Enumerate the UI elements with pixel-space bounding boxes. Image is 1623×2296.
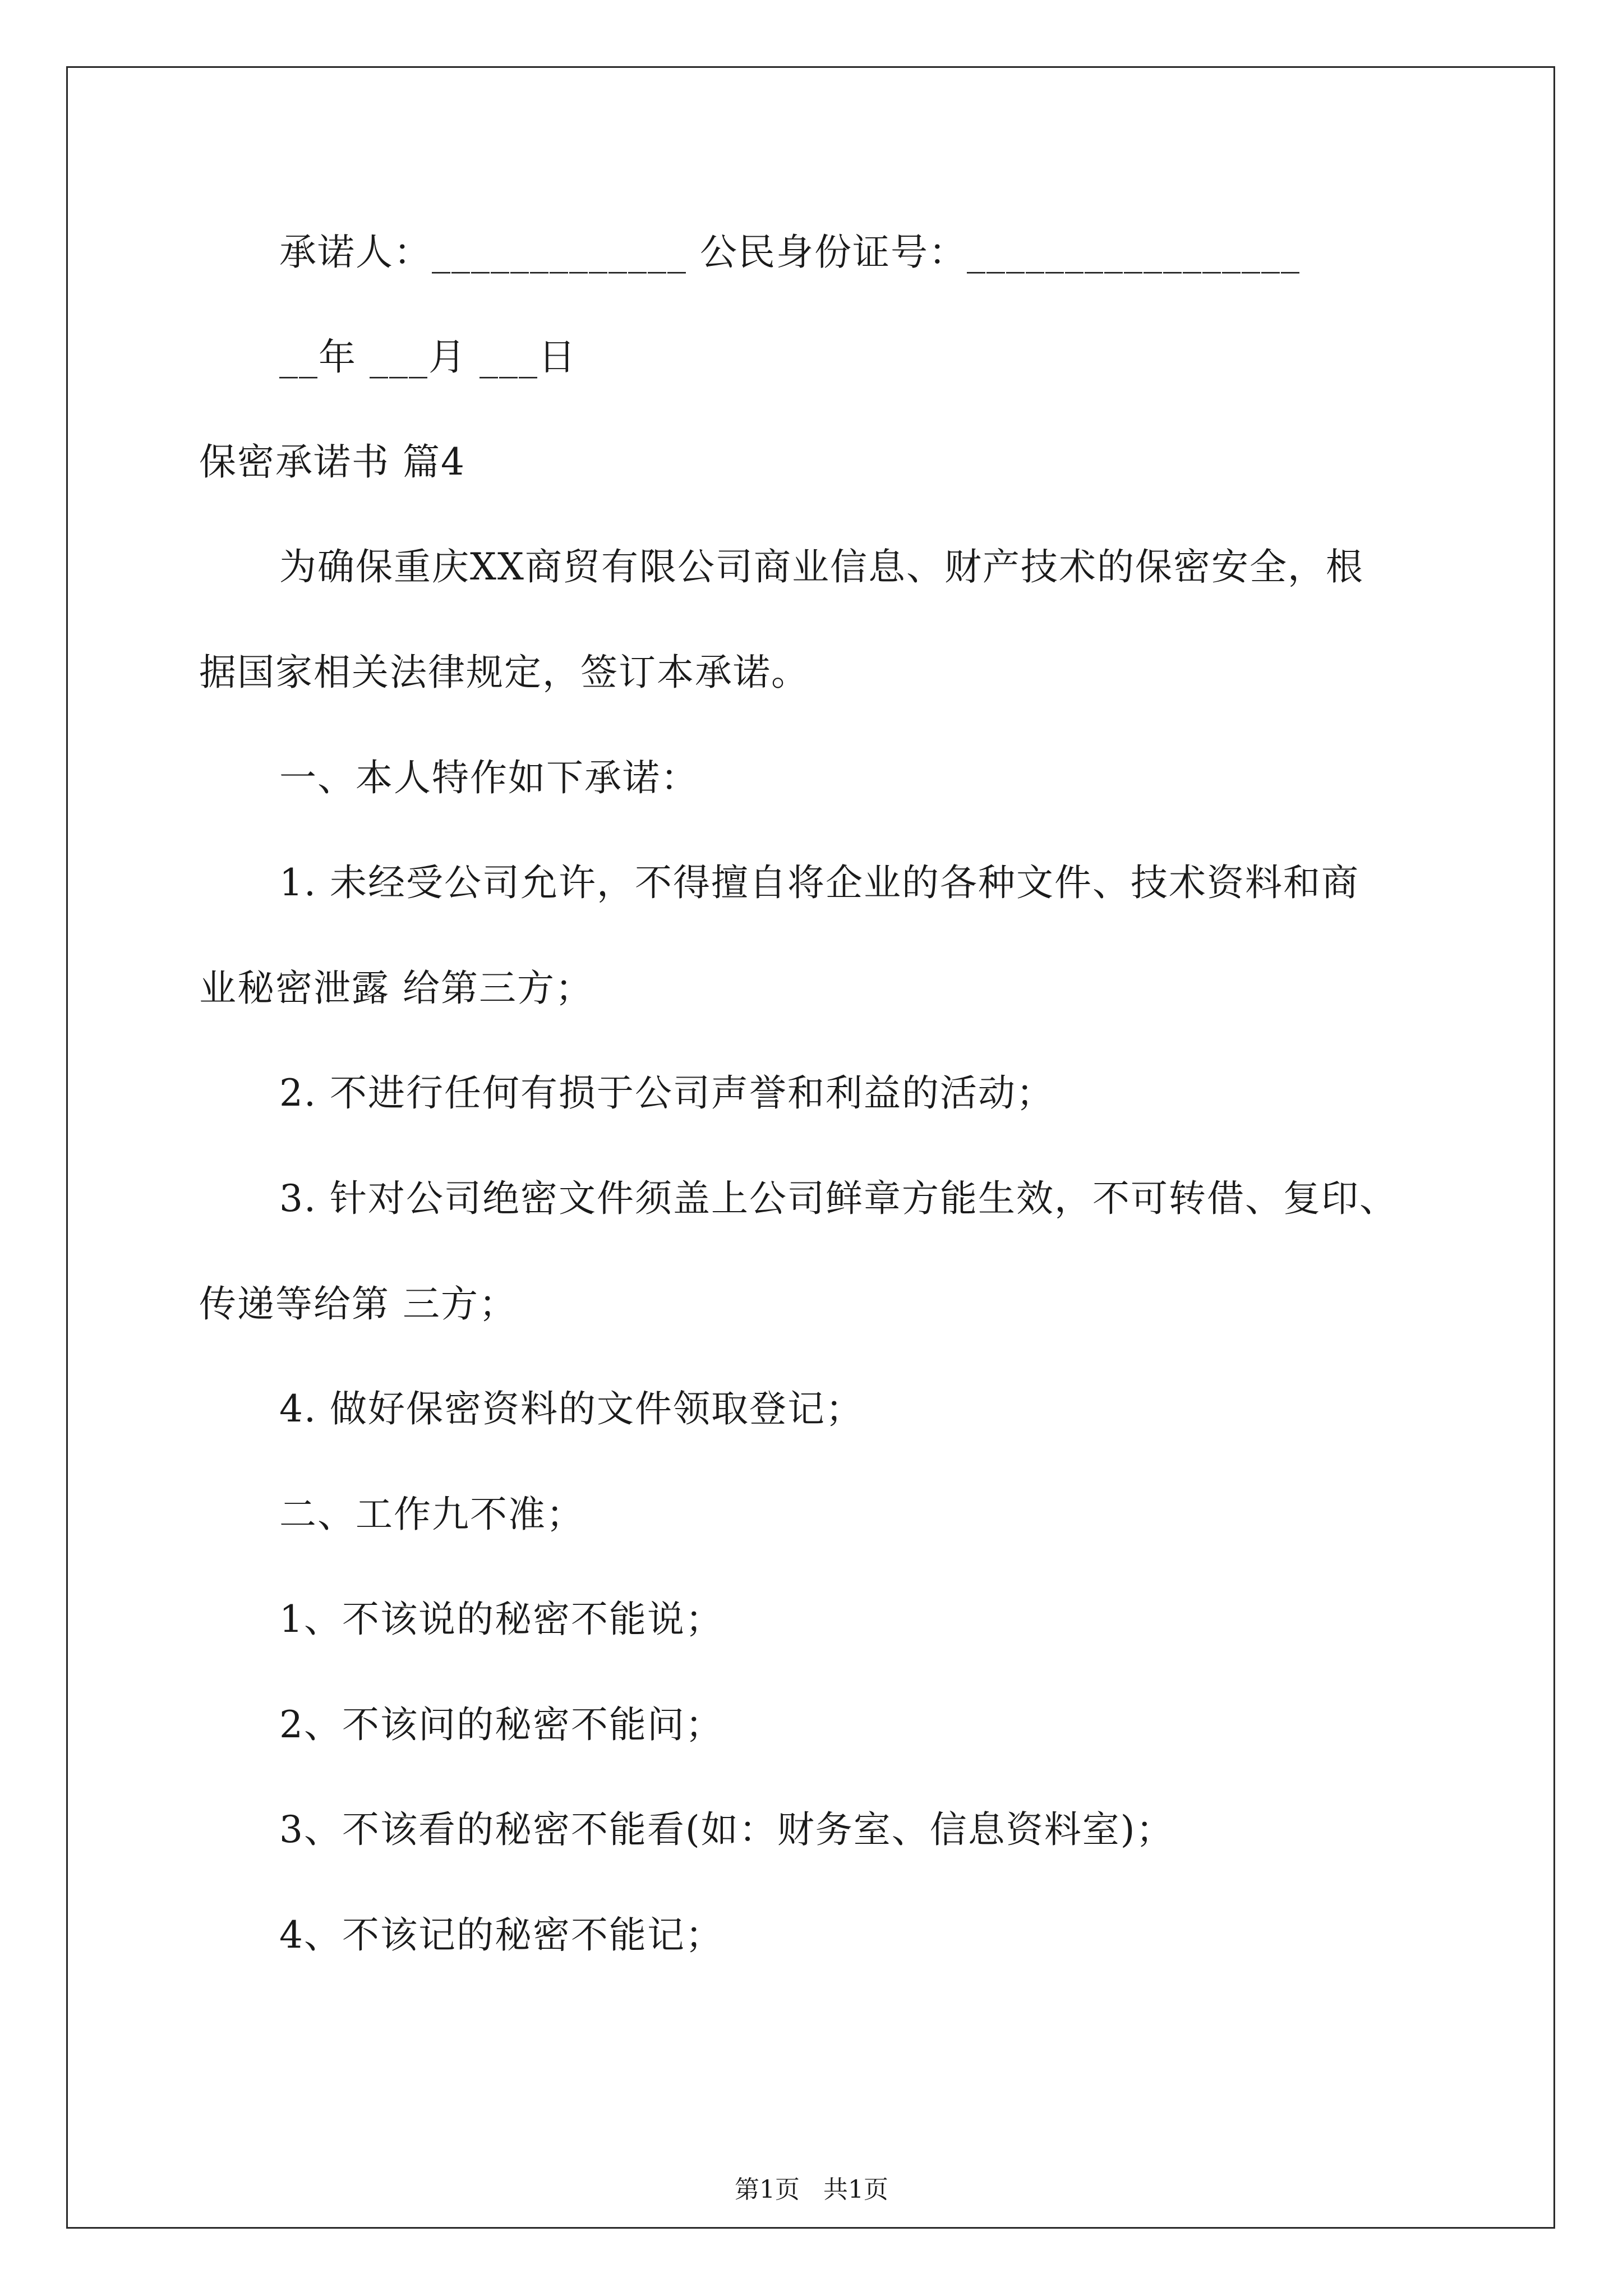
list-item: 1、不该说的秘密不能说； [279,1598,723,1641]
page-border [66,66,1555,2229]
list-item-continuation: 传递等给第 三方； [199,1282,517,1326]
list-item: 1. 未经受公司允许，不得擅自将企业的各种文件、技术资料和商 [279,861,1359,904]
list-item: 3. 针对公司绝密文件须盖上公司鲜章方能生效，不可转借、复印、 [279,1177,1398,1220]
paragraph-line: 据国家相关法律规定，签订本承诺。 [199,651,809,694]
date-line: __年 ___月 ___日 [279,335,577,379]
heading-line: 一、本人特作如下承诺： [279,756,699,799]
section-title: 保密承诺书 篇4 [199,440,465,484]
paragraph-line: 为确保重庆XX商贸有限公司商业信息、财产技术的保密安全，根 [279,545,1364,588]
list-item: 4. 做好保密资料的文件领取登记； [279,1387,864,1430]
list-item-continuation: 业秘密泄露 给第三方； [199,967,593,1010]
list-item: 2. 不进行任何有损于公司声誉和利益的活动； [279,1071,1054,1115]
list-item: 2、不该问的秘密不能问； [279,1703,723,1746]
signatory-id-line: 承诺人：_____________ 公民身份证号：_________________ [279,231,1301,274]
heading-line: 二、工作九不准； [279,1493,584,1536]
page-footer: 第1页 共1页 [735,2175,888,2204]
list-item: 3、不该看的秘密不能看(如：财务室、信息资料室)； [279,1808,1174,1851]
list-item: 4、不该记的秘密不能记； [279,1913,723,1957]
